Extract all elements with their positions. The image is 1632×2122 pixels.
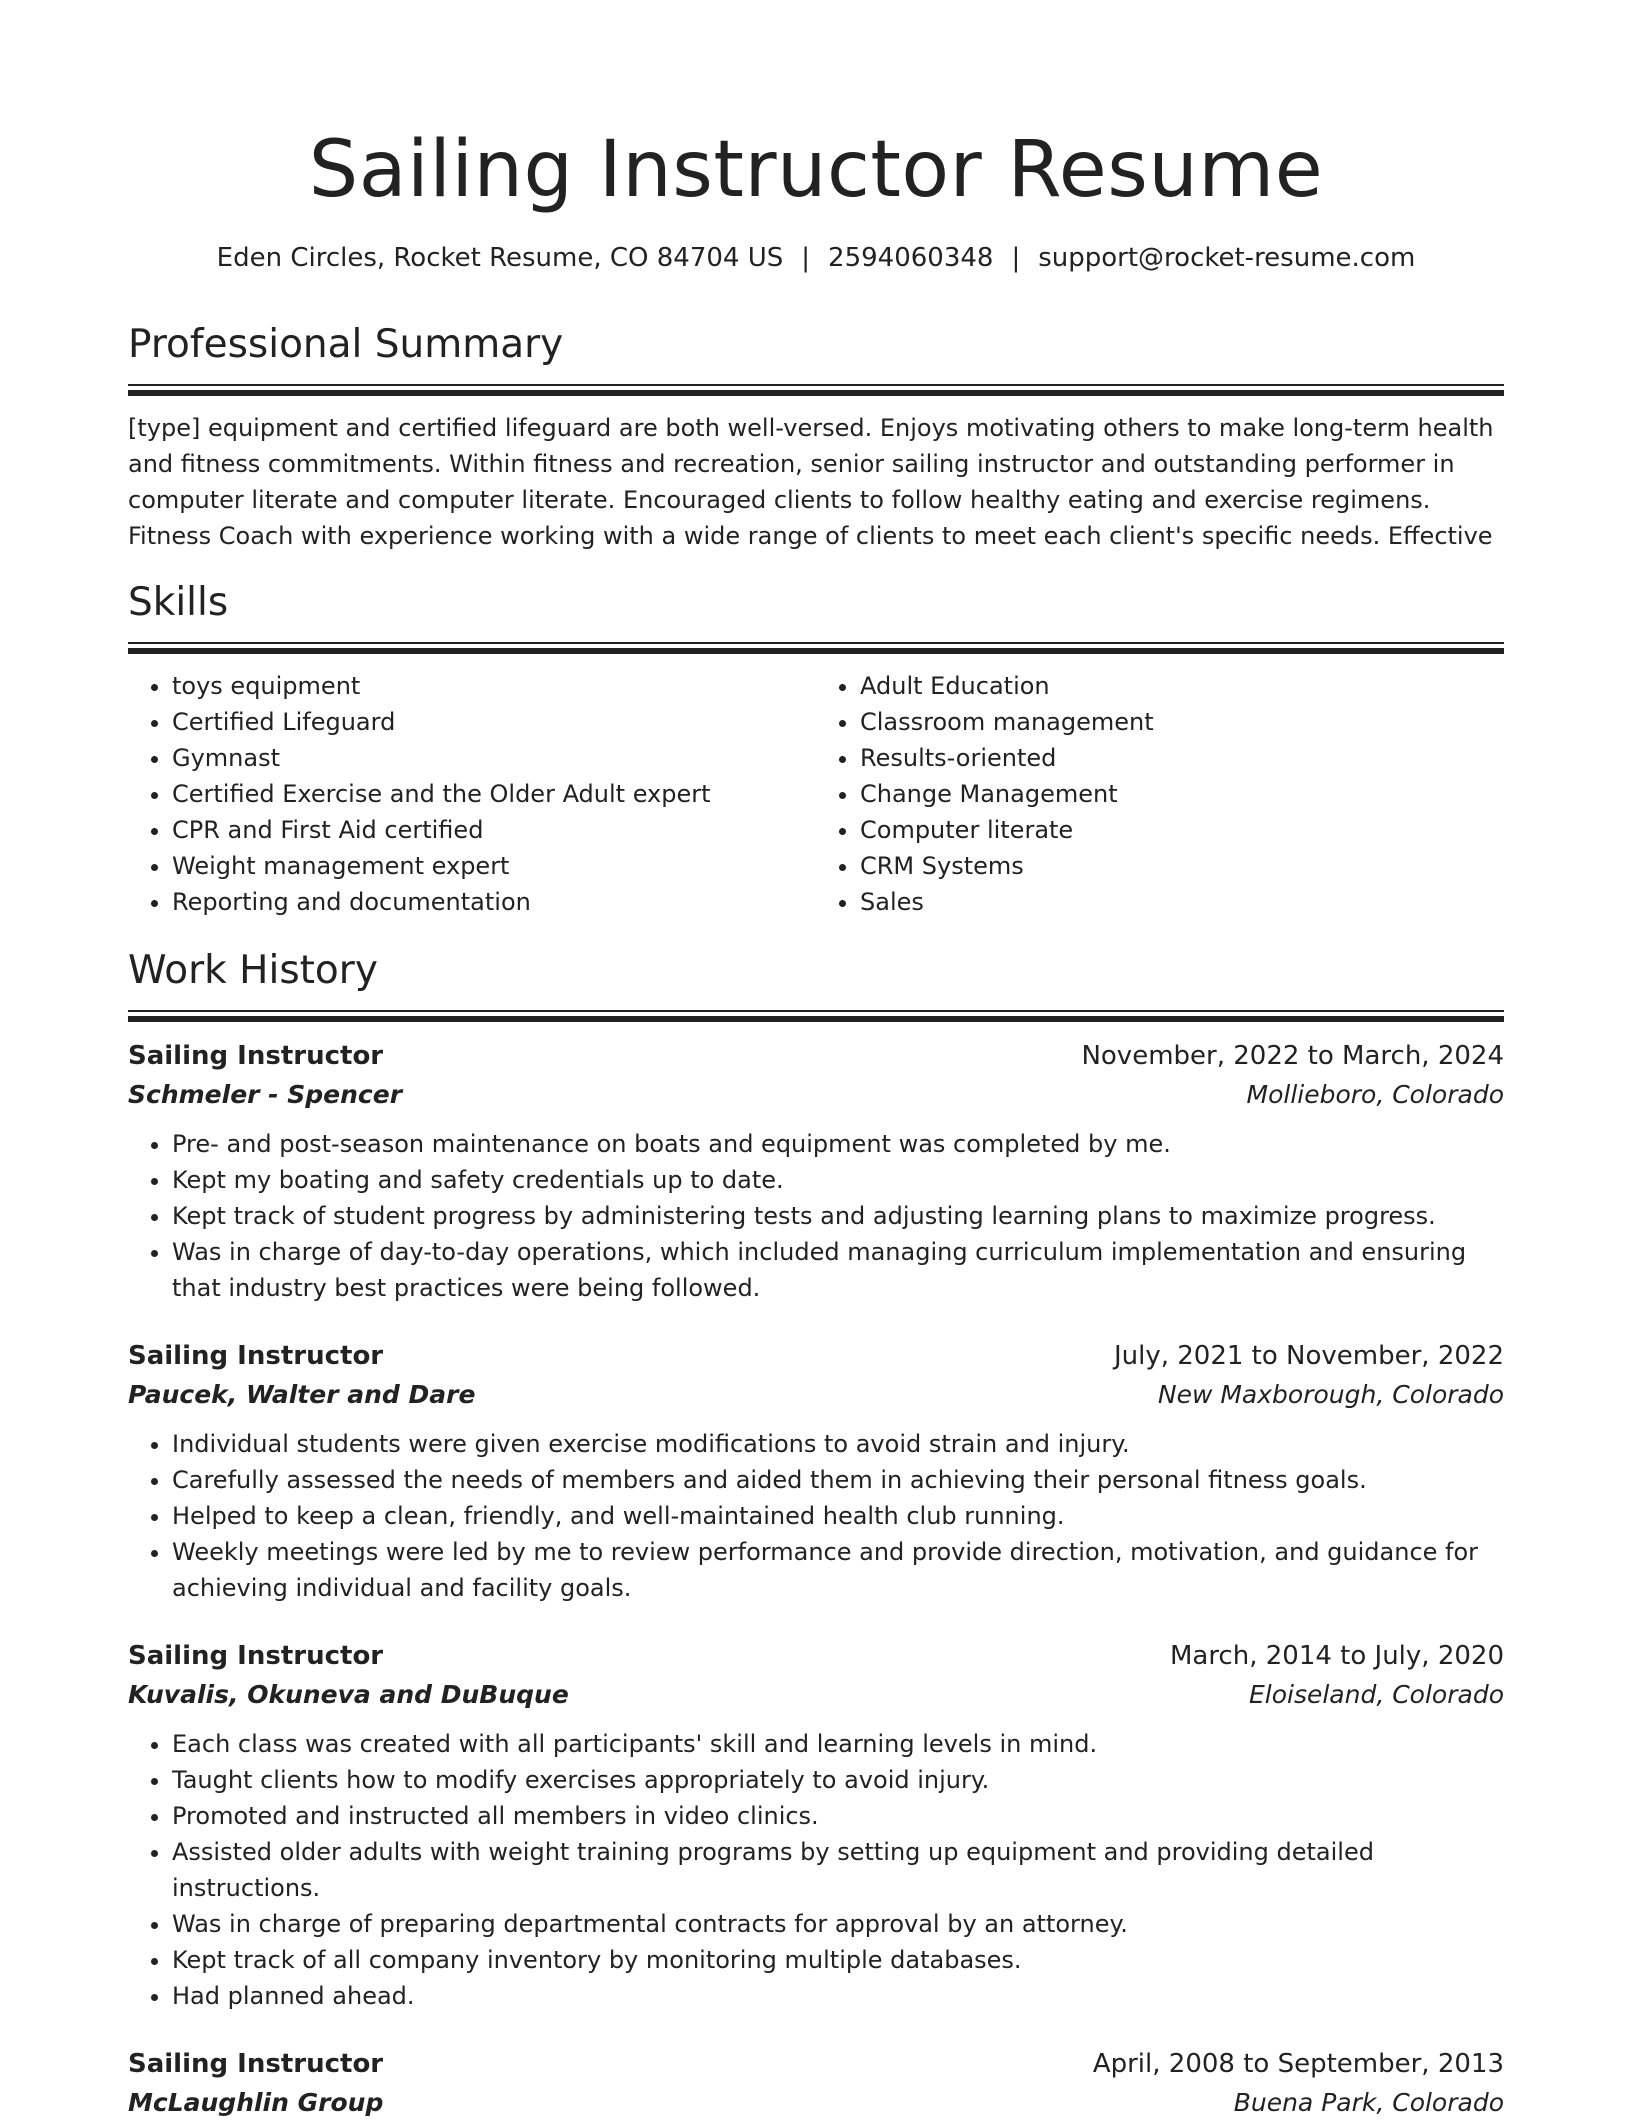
job-bullets bbox=[128, 1126, 1504, 1306]
contact-email: support@rocket-resume.com bbox=[1038, 243, 1416, 273]
summary-text: [type] equipment and certified lifeguard are both well-versed. Enjoys motivating others to make long-term health and fitness commitments. Within fitness and recreation, senior sailing instructor and outstanding performer in computer literate and computer literate. Encouraged clients to follow healthy eating and exercise regimens. Fitness Coach with experience working with a wide range of clients to meet each client's specific needs. Effective bbox=[128, 414, 1494, 550]
job-bullet: • Had planned ahead. bbox=[172, 1978, 1504, 2014]
job-entry bbox=[128, 1636, 1504, 2014]
skill-item: • Results-oriented bbox=[860, 740, 1504, 776]
job-title: Sailing Instructor bbox=[128, 1641, 384, 1671]
job-list bbox=[128, 1036, 1504, 2122]
job-location: Mollieboro, Colorado bbox=[1246, 1080, 1504, 1109]
job-header bbox=[128, 1336, 1504, 1376]
skill-item: • Certified Exercise and the Older Adult expert bbox=[172, 776, 816, 812]
job-subheader bbox=[128, 2084, 1504, 2122]
job-title: Sailing Instructor bbox=[128, 2049, 384, 2079]
job-bullet: • Pre- and post-season maintenance on boats and equipment was completed by me. bbox=[172, 1126, 1504, 1162]
job-location: New Maxborough, Colorado bbox=[1157, 1380, 1504, 1409]
job-title: Sailing Instructor bbox=[128, 1041, 384, 1071]
skill-item: • Computer literate bbox=[860, 812, 1504, 848]
job-bullet: • Kept track of student progress by administering tests and adjusting learning plans to maximize progress. bbox=[172, 1198, 1504, 1234]
skill-item: • toys equipment bbox=[172, 668, 816, 704]
skill-item: • Sales bbox=[860, 884, 1504, 920]
skill-item: • Weight management expert bbox=[172, 848, 816, 884]
section-divider bbox=[128, 1010, 1504, 1022]
job-company: Kuvalis, Okuneva and DuBuque bbox=[128, 1680, 569, 1709]
job-bullets bbox=[128, 1726, 1504, 2014]
skills-list-right bbox=[816, 668, 1504, 920]
job-entry bbox=[128, 1036, 1504, 1306]
work-section bbox=[128, 946, 1504, 2122]
job-header bbox=[128, 1636, 1504, 1676]
job-dates: March, 2014 to July, 2020 bbox=[1169, 1641, 1504, 1671]
job-dates: July, 2021 to November, 2022 bbox=[1113, 1341, 1504, 1371]
skill-item: • Reporting and documentation bbox=[172, 884, 816, 920]
skills-section bbox=[128, 578, 1504, 920]
job-subheader bbox=[128, 1376, 1504, 1414]
summary-section bbox=[128, 320, 1504, 554]
section-divider bbox=[128, 384, 1504, 396]
job-bullet: • Taught clients how to modify exercises appropriately to avoid injury. bbox=[172, 1762, 1504, 1798]
job-bullet: • Carefully assessed the needs of members and aided them in achieving their personal fitness goals. bbox=[172, 1462, 1504, 1498]
job-header bbox=[128, 2044, 1504, 2084]
job-bullet: • Assisted older adults with weight training programs by setting up equipment and providing detailed instructions. bbox=[172, 1834, 1504, 1906]
skills-list-left bbox=[128, 668, 816, 920]
skill-item: • CPR and First Aid certified bbox=[172, 812, 816, 848]
contact-phone: 2594060348 bbox=[828, 243, 994, 273]
skills-columns bbox=[128, 668, 1504, 920]
job-company: McLaughlin Group bbox=[128, 2088, 384, 2117]
job-header bbox=[128, 1036, 1504, 1076]
job-location: Buena Park, Colorado bbox=[1233, 2088, 1504, 2117]
job-subheader bbox=[128, 1676, 1504, 1714]
contact-separator: | bbox=[1011, 243, 1021, 273]
skill-item: • Gymnast bbox=[172, 740, 816, 776]
job-bullet: • Promoted and instructed all members in video clinics. bbox=[172, 1798, 1504, 1834]
job-entry bbox=[128, 2044, 1504, 2122]
skill-item: • Adult Education bbox=[860, 668, 1504, 704]
job-bullet: • Individual students were given exercise modifications to avoid strain and injury. bbox=[172, 1426, 1504, 1462]
contact-separator: | bbox=[801, 243, 811, 273]
job-title: Sailing Instructor bbox=[128, 1341, 384, 1371]
skill-item: • CRM Systems bbox=[860, 848, 1504, 884]
skill-item: • Change Management bbox=[860, 776, 1504, 812]
summary-heading: Professional Summary bbox=[128, 322, 564, 367]
job-company: Paucek, Walter and Dare bbox=[128, 1380, 476, 1409]
job-location: Eloiseland, Colorado bbox=[1248, 1680, 1504, 1709]
job-dates: November, 2022 to March, 2024 bbox=[1081, 1041, 1504, 1071]
contact-address: Eden Circles, Rocket Resume, CO 84704 US bbox=[216, 243, 784, 273]
job-dates: April, 2008 to September, 2013 bbox=[1092, 2049, 1504, 2079]
skills-heading: Skills bbox=[128, 580, 229, 625]
job-bullet: • Kept track of all company inventory by monitoring multiple databases. bbox=[172, 1942, 1504, 1978]
work-heading: Work History bbox=[128, 948, 378, 993]
job-bullet: • Each class was created with all participants' skill and learning levels in mind. bbox=[172, 1726, 1504, 1762]
job-bullet: • Was in charge of day-to-day operations, which included managing curriculum implementation and ensuring that industry best practices were being followed. bbox=[172, 1234, 1504, 1306]
contact-line bbox=[128, 240, 1504, 276]
job-bullet: • Weekly meetings were led by me to review performance and provide direction, motivation, and guidance for achieving individual and facility goals. bbox=[172, 1534, 1504, 1606]
job-subheader bbox=[128, 1076, 1504, 1114]
job-entry bbox=[128, 1336, 1504, 1606]
skill-item: • Certified Lifeguard bbox=[172, 704, 816, 740]
section-divider bbox=[128, 642, 1504, 654]
job-company: Schmeler - Spencer bbox=[128, 1080, 403, 1109]
skill-item: • Classroom management bbox=[860, 704, 1504, 740]
resume-title: Sailing Instructor Resume bbox=[308, 125, 1324, 215]
job-bullet: • Was in charge of preparing departmental contracts for approval by an attorney. bbox=[172, 1906, 1504, 1942]
job-bullet: • Kept my boating and safety credentials up to date. bbox=[172, 1162, 1504, 1198]
job-bullet: • Helped to keep a clean, friendly, and well-maintained health club running. bbox=[172, 1498, 1504, 1534]
job-bullets bbox=[128, 1426, 1504, 1606]
